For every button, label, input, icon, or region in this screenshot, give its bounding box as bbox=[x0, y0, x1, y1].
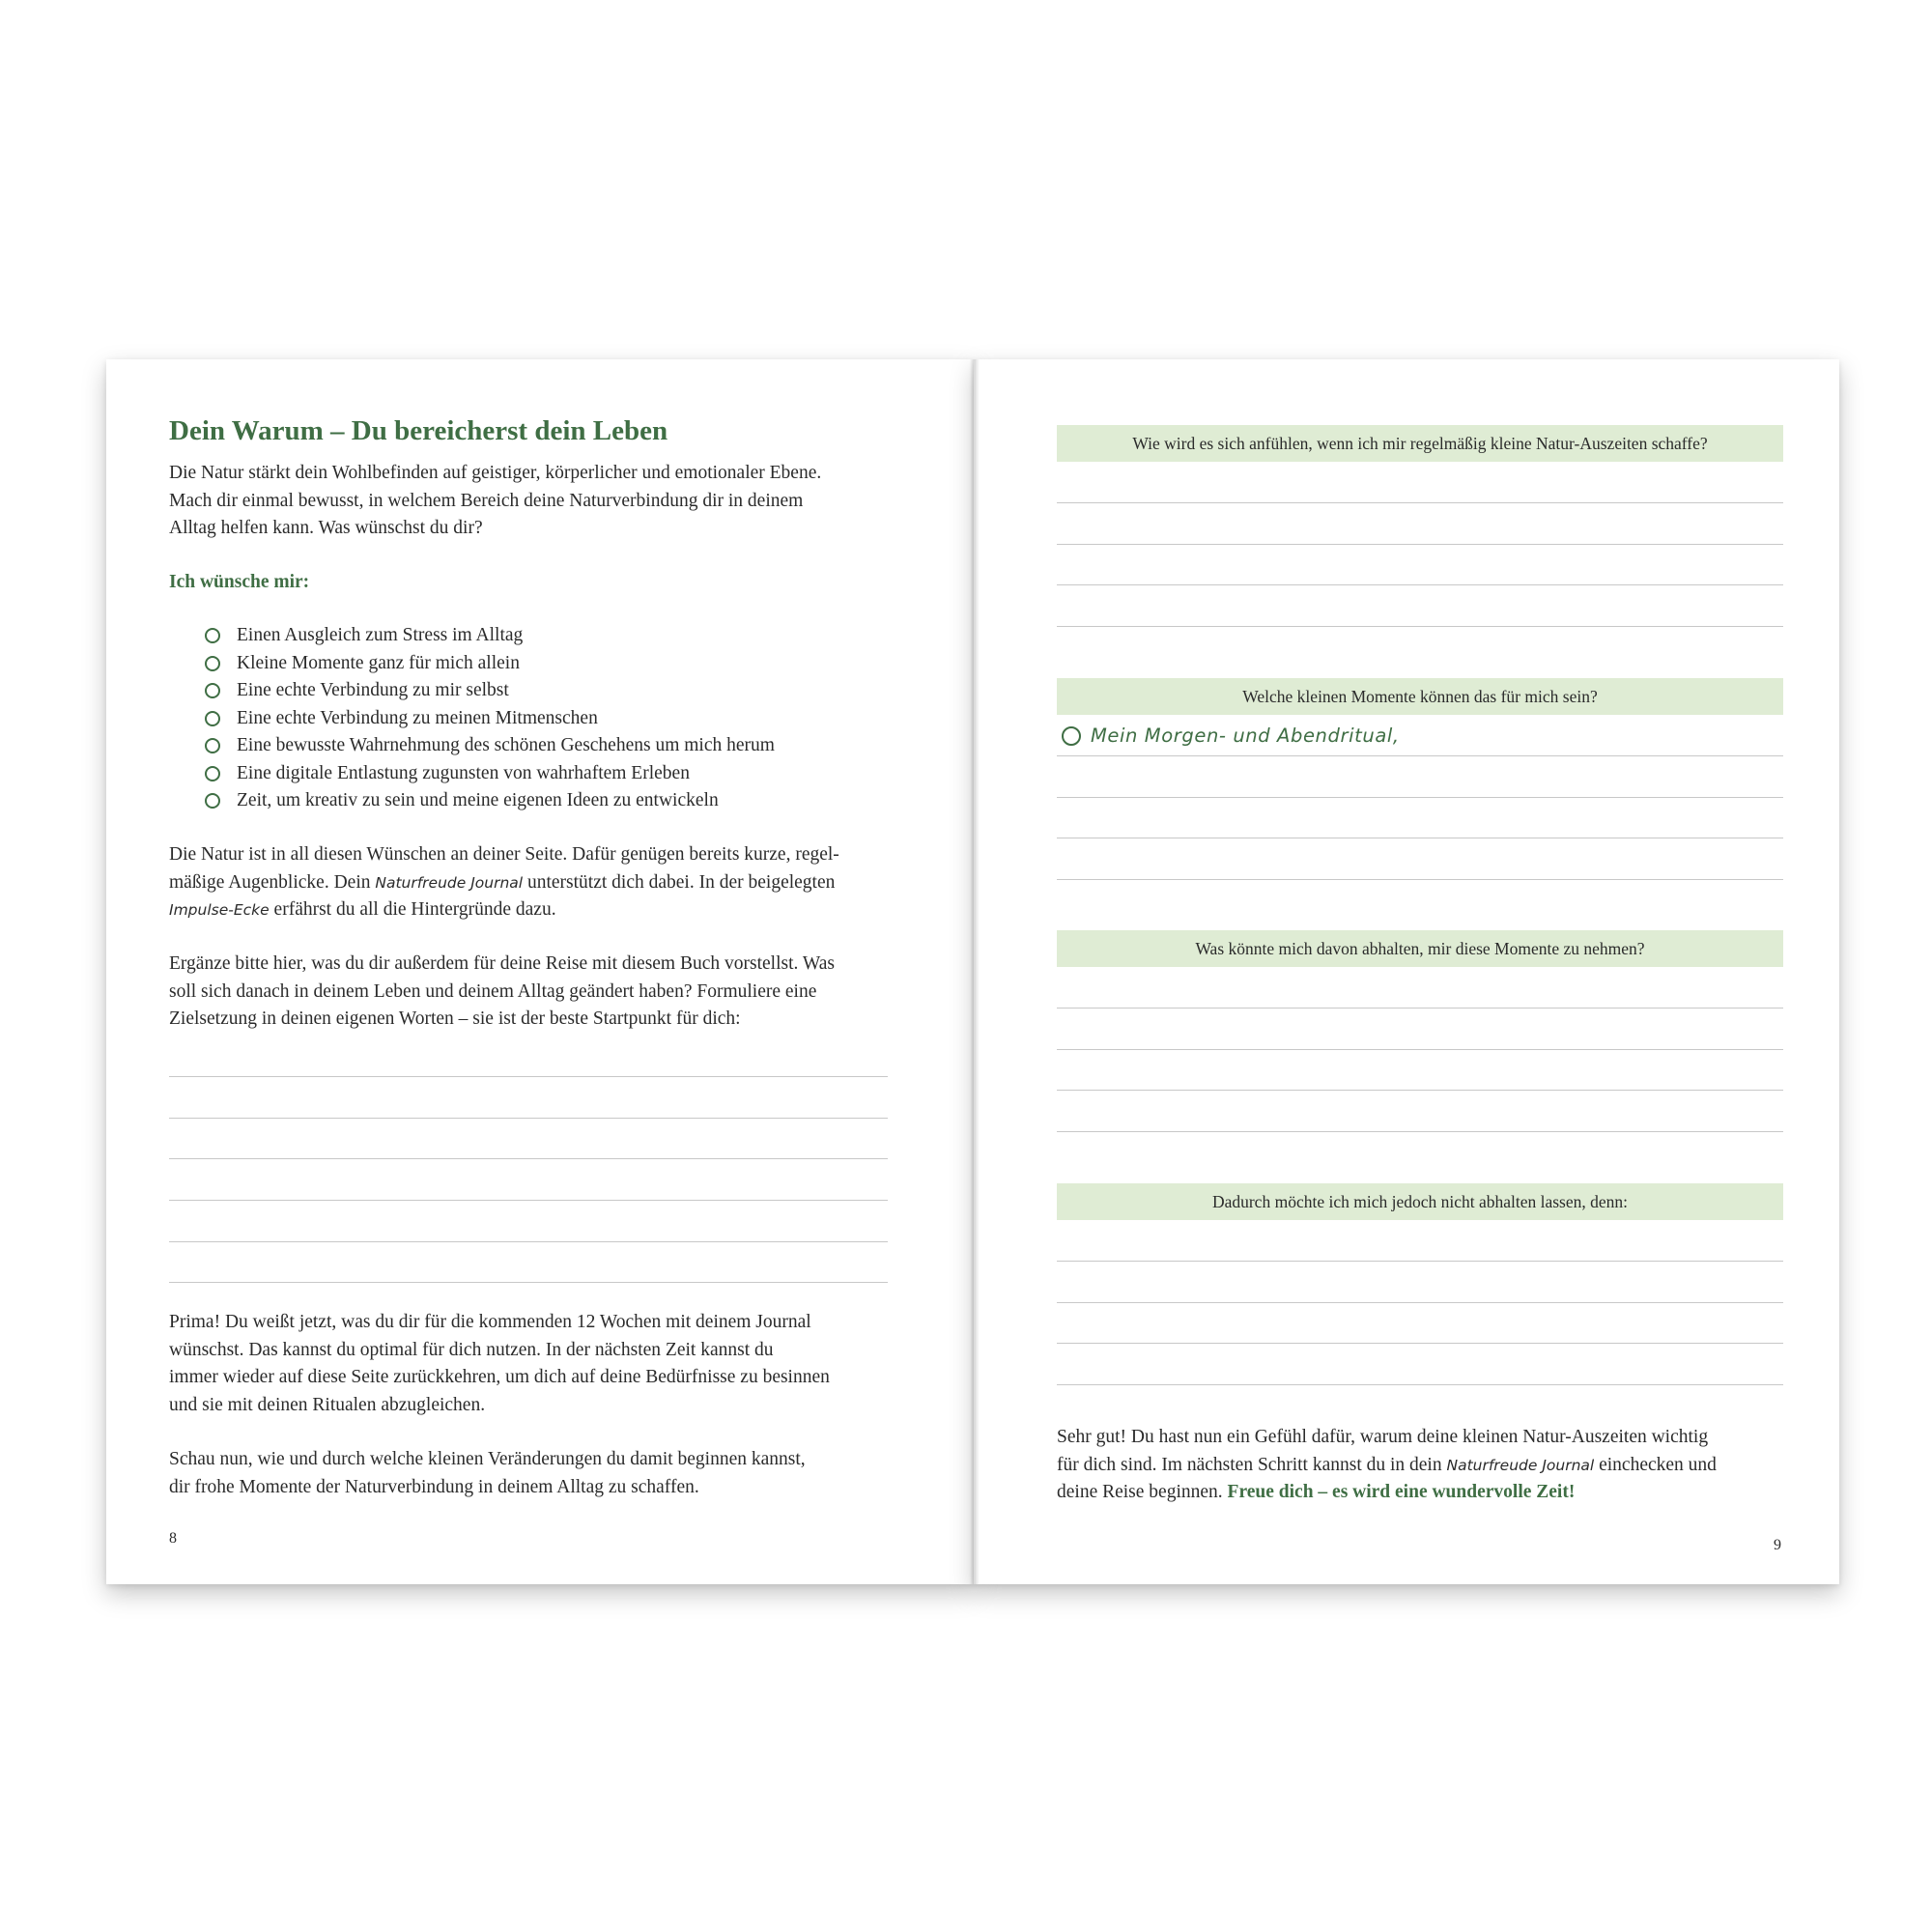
checkbox-circle-icon[interactable] bbox=[205, 683, 220, 698]
journal-name: Naturfreude Journal bbox=[1446, 1456, 1595, 1474]
writing-line[interactable] bbox=[169, 1200, 888, 1201]
writing-line[interactable] bbox=[1057, 1131, 1783, 1132]
writing-line[interactable] bbox=[1057, 879, 1783, 880]
writing-line[interactable] bbox=[1057, 755, 1783, 756]
closing-paragraph: Sehr gut! Du hast nun ein Gefühl dafür, warum deine kleinen Natur-Auszeiten wichtig für dich sind. Im nächsten Schritt kannst du in dein Naturfreude Journal einchecken und deine Reise beginnen. Freue dich – es wird eine wundervolle Zeit! bbox=[1057, 1427, 1717, 1502]
wish-item[interactable]: Eine digitale Entlastung zugunsten von wahrhaftem Erleben bbox=[205, 760, 775, 788]
question-bar: Welche kleinen Momente können das für mich sein? bbox=[1057, 678, 1783, 715]
writing-line[interactable] bbox=[169, 1118, 888, 1119]
writing-line[interactable] bbox=[1057, 1008, 1783, 1009]
book-spine bbox=[970, 359, 980, 1584]
handwritten-answer: Mein Morgen- und Abendritual, bbox=[1062, 724, 1400, 747]
wish-item[interactable]: Zeit, um kreativ zu sein und meine eigenen Ideen zu entwickeln bbox=[205, 787, 775, 815]
impulse-corner-name: Impulse-Ecke bbox=[169, 901, 270, 919]
checkbox-circle-icon[interactable] bbox=[1062, 726, 1081, 746]
question-bar: Was könnte mich davon abhalten, mir diese Momente zu nehmen? bbox=[1057, 930, 1783, 967]
writing-line[interactable] bbox=[1057, 502, 1783, 503]
writing-line[interactable] bbox=[169, 1076, 888, 1077]
schau-paragraph: Schau nun, wie und durch welche kleinen Veränderungen du damit beginnen kannst, dir frohe Momente der Naturverbindung in deinem Alltag zu schaffen. bbox=[169, 1449, 806, 1497]
wish-item[interactable]: Eine echte Verbindung zu mir selbst bbox=[205, 677, 775, 705]
checkbox-circle-icon[interactable] bbox=[205, 628, 220, 643]
writing-line[interactable] bbox=[169, 1241, 888, 1242]
writing-line[interactable] bbox=[1057, 584, 1783, 585]
checkbox-circle-icon[interactable] bbox=[205, 656, 220, 671]
wish-checklist bbox=[205, 622, 775, 815]
checkbox-circle-icon[interactable] bbox=[205, 793, 220, 809]
writing-line[interactable] bbox=[1057, 626, 1783, 627]
journal-name: Naturfreude Journal bbox=[375, 873, 524, 892]
wish-item[interactable]: Eine echte Verbindung zu meinen Mitmenschen bbox=[205, 705, 775, 733]
writing-line[interactable] bbox=[1057, 1302, 1783, 1303]
wish-heading: Ich wünsche mir: bbox=[169, 572, 310, 592]
goal-paragraph: Ergänze bitte hier, was du dir außerdem für deine Reise mit diesem Buch vorstellst. Was soll sich danach in deinem Leben und deinem Alltag geändert haben? Formuliere eine Zielsetzung in deinen eigenen Worten – sie ist der beste Startpunkt für dich: bbox=[169, 953, 835, 1029]
writing-line[interactable] bbox=[1057, 1090, 1783, 1091]
question-bar: Wie wird es sich anfühlen, wenn ich mir regelmäßig kleine Natur-Auszeiten schaffe? bbox=[1057, 425, 1783, 462]
writing-line[interactable] bbox=[1057, 1384, 1783, 1385]
writing-line[interactable] bbox=[1057, 1261, 1783, 1262]
intro-paragraph: Die Natur stärkt dein Wohlbefinden auf geistiger, körperlicher und emotionaler Ebene. Mach dir einmal bewusst, in welchem Bereich deine Naturverbindung dir in deinem Alltag helfen kann. Was wünschst du dir? bbox=[169, 463, 822, 538]
wish-item[interactable]: Kleine Momente ganz für mich allein bbox=[205, 650, 775, 678]
wish-item[interactable]: Einen Ausgleich zum Stress im Alltag bbox=[205, 622, 775, 650]
writing-line[interactable] bbox=[1057, 1343, 1783, 1344]
writing-line[interactable] bbox=[169, 1282, 888, 1283]
closing-highlight: Freue dich – es wird eine wundervolle Zeit! bbox=[1227, 1482, 1576, 1502]
writing-line[interactable] bbox=[169, 1158, 888, 1159]
checkbox-circle-icon[interactable] bbox=[205, 738, 220, 753]
writing-line[interactable] bbox=[1057, 1049, 1783, 1050]
writing-line[interactable] bbox=[1057, 544, 1783, 545]
checkbox-circle-icon[interactable] bbox=[205, 711, 220, 726]
prima-paragraph: Prima! Du weißt jetzt, was du dir für die kommenden 12 Wochen mit deinem Journal wünschst. Das kannst du optimal für dich nutzen. In der nächsten Zeit kannst du immer wieder auf diese Seite zurückkehren, um dich auf deine Bedürfnisse zu besinnen und sie mit deinen Ritualen abzugleichen. bbox=[169, 1312, 830, 1415]
wish-item[interactable]: Eine bewusste Wahrnehmung des schönen Geschehens um mich herum bbox=[205, 732, 775, 760]
nature-paragraph: Die Natur ist in all diesen Wünschen an deiner Seite. Dafür genügen bereits kurze, regel- mäßige Augenblicke. Dein Naturfreude Journal unterstützt dich dabei. In der beigelegten Impulse-Ecke erfährst du all die Hintergründe dazu. bbox=[169, 844, 839, 920]
page-title: Dein Warum – Du bereicherst dein Leben bbox=[169, 415, 668, 446]
page-number-right: 9 bbox=[1774, 1537, 1781, 1553]
question-bar: Dadurch möchte ich mich jedoch nicht abhalten lassen, denn: bbox=[1057, 1183, 1783, 1220]
checkbox-circle-icon[interactable] bbox=[205, 766, 220, 781]
writing-line[interactable] bbox=[1057, 797, 1783, 798]
page-number-left: 8 bbox=[169, 1530, 177, 1547]
